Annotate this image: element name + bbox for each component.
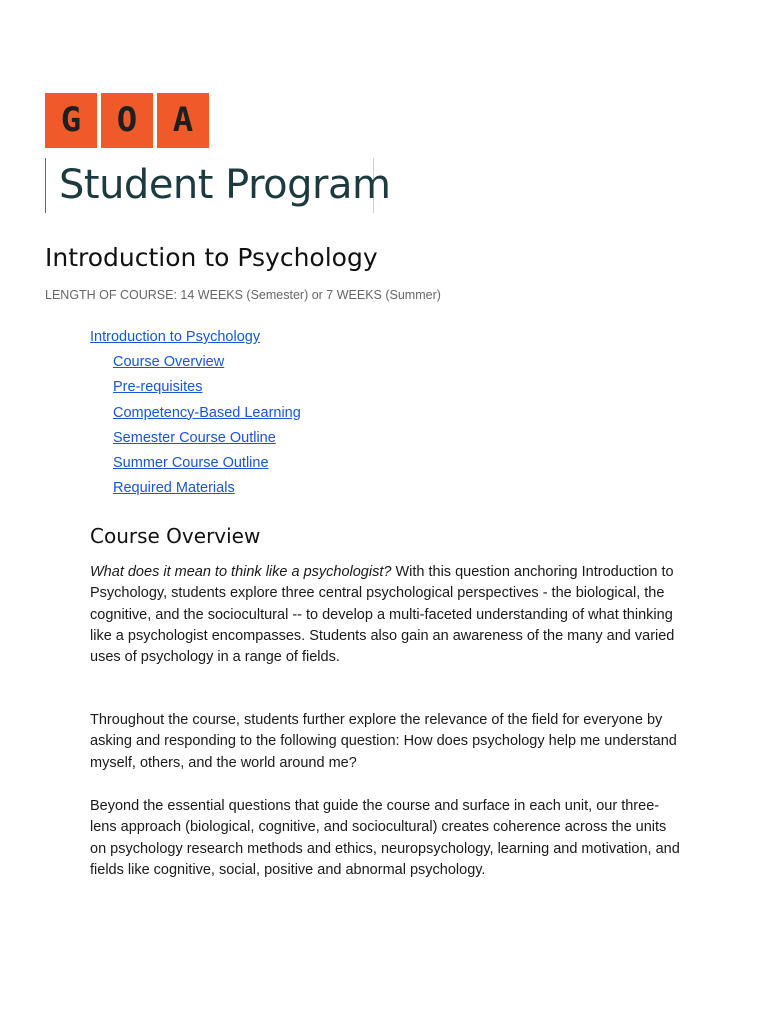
page-title: Introduction to Psychology bbox=[45, 243, 378, 272]
course-length: LENGTH OF COURSE: 14 WEEKS (Semester) or 7 WEEKS (Summer) bbox=[45, 288, 441, 302]
toc-link-competency-based-learning[interactable]: Competency-Based Learning bbox=[113, 404, 301, 421]
logo-letter-a: A bbox=[157, 93, 209, 148]
toc-item bbox=[90, 453, 301, 478]
student-program-wordmark bbox=[45, 158, 391, 213]
logo-letter-o: O bbox=[101, 93, 153, 148]
toc-item bbox=[90, 377, 301, 402]
toc-item bbox=[90, 478, 301, 503]
toc-item bbox=[90, 352, 301, 377]
overview-paragraph-1-text: With this question anchoring Introduction to Psychology, students explore three central psychological perspectives - the biological, the cognitive, and the sociocultural -- to develop a multi-faceted understanding of what thinking like a psychologist encompasses. Students also gain an awareness of the many and varied uses of psychology in a range of fields. bbox=[90, 564, 675, 666]
toc-link-summer-outline[interactable]: Summer Course Outline bbox=[113, 454, 269, 471]
toc-link-required-materials[interactable]: Required Materials bbox=[113, 480, 235, 497]
toc-link-prerequisites[interactable]: Pre-requisites bbox=[113, 379, 203, 396]
toc-link-introduction[interactable]: Introduction to Psychology bbox=[90, 329, 261, 345]
toc-link-course-overview[interactable]: Course Overview bbox=[113, 354, 225, 371]
logo-letter-g: G bbox=[45, 93, 97, 148]
wordmark-text: Student Program bbox=[59, 162, 391, 208]
overview-paragraph-1 bbox=[90, 562, 680, 668]
overview-paragraph-3: Beyond the essential questions that guide the course and surface in each unit, our three-lens approach (biological, cognitive, and sociocultural) creates coherence across the units on psychology research methods and ethics, neuropsychology, learning and motivation, and fields like cognitive, social, positive and abnormal psychology. bbox=[90, 798, 680, 878]
toc-item bbox=[90, 403, 301, 428]
overview-question: What does it mean to think like a psychologist? bbox=[90, 564, 392, 580]
toc-link-semester-outline[interactable]: Semester Course Outline bbox=[113, 429, 276, 446]
overview-paragraph-2: Throughout the course, students further explore the relevance of the field for everyone by asking and responding to the following question: How does psychology help me understand myself, others, and the world around me? bbox=[90, 712, 677, 771]
goa-logo bbox=[45, 93, 209, 148]
toc-item bbox=[90, 428, 301, 453]
section-heading-course-overview: Course Overview bbox=[90, 524, 261, 548]
table-of-contents bbox=[90, 327, 301, 503]
toc-item-main bbox=[90, 327, 301, 352]
